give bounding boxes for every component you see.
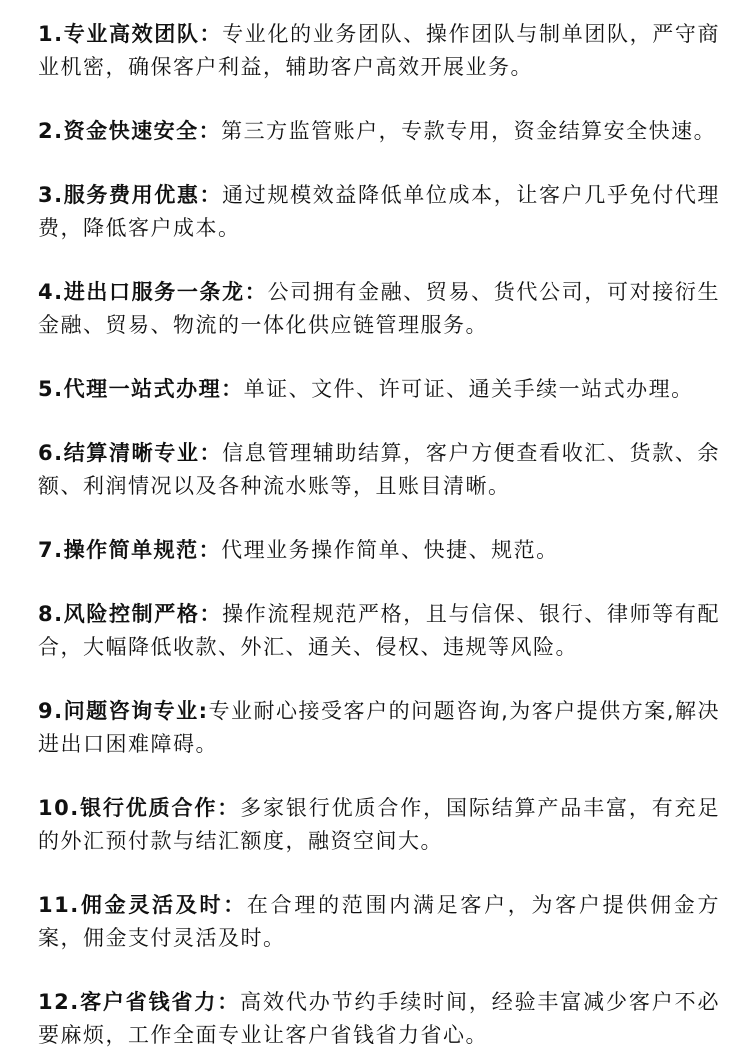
- item-body: 操作流程规范严格，且与信保、银行、律师等有配合，大幅降低收款、外汇、通关、侵权、违规等风险。: [38, 602, 720, 659]
- item-body: 单证、文件、许可证、通关手续一站式办理。: [243, 377, 694, 401]
- list-item: [38, 986, 720, 1052]
- list-item: [38, 598, 720, 664]
- item-body: 在合理的范围内满足客户，为客户提供佣金方案，佣金支付灵活及时。: [38, 893, 720, 950]
- list-item: [38, 889, 720, 955]
- list-item: [38, 115, 720, 148]
- item-body: 高效代办节约手续时间，经验丰富减少客户不必要麻烦，工作全面专业让客户省钱省力省心。: [38, 990, 721, 1047]
- item-body: 信息管理辅助结算，客户方便查看收汇、货款、余额、利润情况以及各种流水账等，且账目清晰。: [38, 441, 720, 498]
- list-item: [38, 18, 720, 84]
- item-title: 9.问题咨询专业:: [38, 699, 209, 723]
- list-item: [38, 534, 720, 567]
- item-title: 11.佣金灵活及时：: [38, 893, 247, 917]
- list-item: [38, 179, 720, 245]
- list-item: [38, 695, 720, 761]
- item-body: 专业耐心接受客户的问题咨询,为客户提供方案,解决进出口困难障碍。: [38, 699, 720, 756]
- item-title: 2.资金快速安全：: [38, 119, 222, 143]
- item-title: 3.服务费用优惠：: [38, 183, 223, 207]
- item-body: 第三方监管账户，专款专用，资金结算安全快速。: [221, 119, 717, 143]
- item-title: 1.专业高效团队：: [38, 22, 223, 46]
- list-item: [38, 276, 720, 342]
- item-title: 4.进出口服务一条龙：: [38, 280, 268, 304]
- item-title: 7.操作简单规范：: [38, 538, 222, 562]
- item-title: 10.银行优质合作：: [38, 796, 241, 820]
- item-body: 公司拥有金融、贸易、货代公司，可对接衍生金融、贸易、物流的一体化供应链管理服务。: [38, 280, 720, 337]
- list-item: [38, 437, 720, 503]
- item-body: 多家银行优质合作，国际结算产品丰富，有充足的外汇预付款与结汇额度，融资空间大。: [38, 796, 721, 853]
- list-item: [38, 373, 720, 406]
- list-item: [38, 792, 720, 858]
- item-body: 通过规模效益降低单位成本，让客户几乎免付代理费，降低客户成本。: [38, 183, 720, 240]
- item-body: 专业化的业务团队、操作团队与制单团队，严守商业机密，确保客户利益，辅助客户高效开展业务。: [38, 22, 720, 79]
- item-title: 6.结算清晰专业：: [38, 441, 223, 465]
- item-title: 8.风险控制严格：: [38, 602, 223, 626]
- item-title: 12.客户省钱省力：: [38, 990, 241, 1014]
- item-body: 代理业务操作简单、快捷、规范。: [221, 538, 559, 562]
- advantages-list: [38, 18, 720, 1052]
- item-title: 5.代理一站式办理：: [38, 377, 244, 401]
